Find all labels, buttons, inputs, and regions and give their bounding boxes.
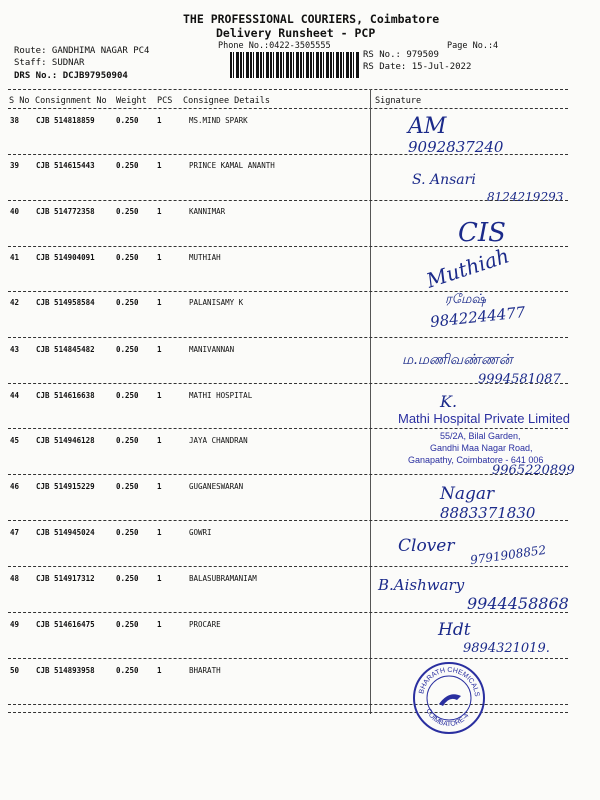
document-title: Delivery Runsheet - PCP [216, 26, 376, 40]
company-name: THE PROFESSIONAL COURIERS, Coimbatore [183, 12, 440, 26]
row-sno: 44 [10, 391, 20, 400]
row-phone: 9965220899 [492, 463, 575, 478]
row-sno: 38 [10, 116, 20, 125]
row-sno: 49 [10, 620, 20, 629]
row-pcs: 1 [157, 253, 162, 262]
row-consignee: KANNIMAR [189, 207, 226, 216]
row-consignee: GOWRI [189, 528, 212, 537]
row-weight: 0.250 [116, 161, 139, 170]
staff: Staff: SUDNAR [14, 58, 85, 68]
row-weight: 0.250 [116, 298, 139, 307]
row-divider [8, 154, 568, 155]
row-signature: Muthiah [423, 243, 513, 293]
row-consignment: CJB 514893958 [36, 666, 95, 675]
row-signature: B.Aishwary [378, 576, 465, 594]
row-divider [8, 428, 568, 429]
col-signature: Signature [375, 96, 422, 106]
row-consignee: BHARATH [189, 666, 221, 675]
row-pcs: 1 [157, 298, 162, 307]
signature-column-rule [370, 89, 371, 714]
row-pcs: 1 [157, 116, 162, 125]
row-sno: 46 [10, 482, 20, 491]
row-pcs: 1 [157, 528, 162, 537]
col-sno: S No [9, 96, 30, 106]
bharath-stamp-bottom: COIMBATORE-4 [424, 707, 471, 729]
row-consignment: CJB 514904091 [36, 253, 95, 262]
row-signature: Hdt [438, 620, 471, 640]
row-consignment: CJB 514946128 [36, 436, 95, 445]
row-pcs: 1 [157, 436, 162, 445]
row-sno: 50 [10, 666, 20, 675]
row-consignee: MANIVANNAN [189, 345, 235, 354]
row-pcs: 1 [157, 620, 162, 629]
row-pcs: 1 [157, 345, 162, 354]
table-top-rule [8, 89, 568, 90]
hospital-stamp-line3: Ganapathy, Coimbatore - 641 006 [408, 455, 544, 465]
row-sno: 43 [10, 345, 20, 354]
row-sno: 40 [10, 207, 20, 216]
row-weight: 0.250 [116, 620, 139, 629]
row-divider [8, 383, 568, 384]
row-phone: 9842244477 [429, 303, 527, 331]
row-consignee: MUTHIAH [189, 253, 221, 262]
row-signature: ரமேஷ் [445, 292, 486, 307]
barcode [230, 52, 360, 78]
row-divider [8, 520, 568, 521]
row-weight: 0.250 [116, 574, 139, 583]
row-consignee: MATHI HOSPITAL [189, 391, 253, 400]
row-weight: 0.250 [116, 666, 139, 675]
row-signature: Clover [398, 536, 455, 556]
row-weight: 0.250 [116, 345, 139, 354]
row-consignee: PROCARE [189, 620, 221, 629]
row-divider [8, 474, 568, 475]
drs-number: DRS No.: DCJB97950904 [14, 71, 128, 81]
route: Route: GANDHIMA NAGAR PC4 [14, 46, 150, 56]
hospital-stamp-name: Mathi Hospital Private Limited [398, 411, 570, 426]
row-consignment: CJB 514616638 [36, 391, 95, 400]
row-signature: AM [408, 114, 447, 139]
page-number: Page No.:4 [447, 41, 499, 51]
row-phone: 9894321019. [463, 641, 550, 656]
row-divider [8, 246, 568, 247]
row-weight: 0.250 [116, 436, 139, 445]
row-sno: 45 [10, 436, 20, 445]
row-consignee: JAYA CHANDRAN [189, 436, 248, 445]
row-divider [8, 658, 568, 659]
rs-number: RS No.: 979509 [363, 50, 439, 60]
row-signature: S. Ansari [412, 172, 476, 188]
row-divider [8, 337, 568, 338]
row-phone: 8124219293 [487, 190, 564, 204]
row-consignment: CJB 514818859 [36, 116, 95, 125]
row-consignment: CJB 514845482 [36, 345, 95, 354]
row-consignee: PALANISAMY K [189, 298, 244, 307]
bharath-stamp-top: BHARATH CHEMICALS [418, 666, 481, 698]
row-weight: 0.250 [116, 207, 139, 216]
hospital-stamp-line2: Gandhi Maa Nagar Road, [430, 443, 533, 453]
row-divider [8, 566, 568, 567]
row-consignment: CJB 514616475 [36, 620, 95, 629]
row-consignment: CJB 514958584 [36, 298, 95, 307]
row-consignment: CJB 514615443 [36, 161, 95, 170]
row-weight: 0.250 [116, 253, 139, 262]
col-weight: Weight [116, 96, 147, 106]
svg-text:COIMBATORE-4 [424, 708, 470, 728]
row-phone: 9994581087 [478, 372, 561, 387]
row-pcs: 1 [157, 482, 162, 491]
row-consignment: CJB 514915229 [36, 482, 95, 491]
row-consignee: BALASUBRAMANIAM [189, 574, 257, 583]
row-pcs: 1 [157, 391, 162, 400]
row-phone: 8883371830 [440, 504, 536, 522]
row-pcs: 1 [157, 666, 162, 675]
rs-date: RS Date: 15-Jul-2022 [363, 62, 472, 72]
row-signature: K. [440, 392, 458, 411]
row-consignee: MS.MIND SPARK [189, 116, 248, 125]
bird-emblem-icon [439, 694, 461, 706]
row-weight: 0.250 [116, 116, 139, 125]
row-sno: 48 [10, 574, 20, 583]
row-phone: 9791908852 [469, 542, 547, 568]
row-phone: 9092837240 [408, 138, 504, 156]
row-weight: 0.250 [116, 391, 139, 400]
row-consignment: CJB 514772358 [36, 207, 95, 216]
row-pcs: 1 [157, 207, 162, 216]
row-sno: 39 [10, 161, 20, 170]
bharath-stamp-seal [411, 660, 487, 736]
hospital-stamp-line1: 55/2A, Bilal Garden, [440, 431, 521, 441]
row-signature: CIS [458, 218, 506, 248]
header-rule [8, 108, 568, 109]
col-pcs: PCS [157, 96, 173, 106]
row-signature: ம.மணிவண்ணன் [402, 352, 513, 368]
row-consignment: CJB 514917312 [36, 574, 95, 583]
row-consignee: GUGANESWARAN [189, 482, 244, 491]
row-weight: 0.250 [116, 528, 139, 537]
row-divider [8, 200, 568, 201]
col-consignment: Consignment No [35, 96, 107, 106]
col-consignee: Consignee Details [183, 96, 270, 106]
row-sno: 41 [10, 253, 20, 262]
row-pcs: 1 [157, 161, 162, 170]
row-divider [8, 612, 568, 613]
row-weight: 0.250 [116, 482, 139, 491]
row-phone: 9944458868 [467, 594, 569, 613]
row-consignee: PRINCE KAMAL ANANTH [189, 161, 275, 170]
row-sno: 42 [10, 298, 20, 307]
row-consignment: CJB 514945024 [36, 528, 95, 537]
row-signature: Nagar [440, 484, 495, 504]
row-pcs: 1 [157, 574, 162, 583]
phone-number: Phone No.:0422-3505555 [218, 41, 331, 51]
row-sno: 47 [10, 528, 20, 537]
